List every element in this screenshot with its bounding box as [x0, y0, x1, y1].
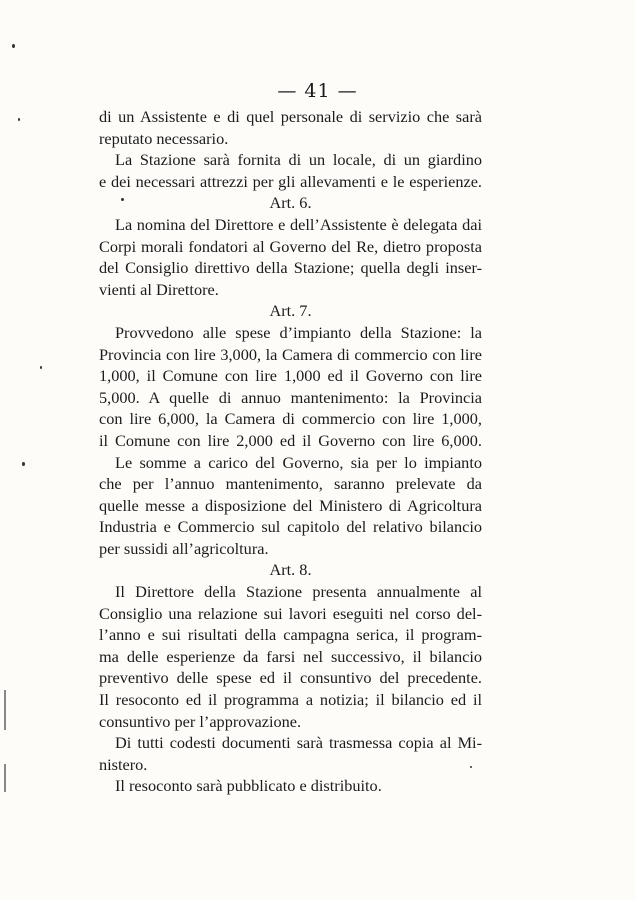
text-line: Industria e Commercio sul capitolo del relativo bilancio	[99, 517, 482, 537]
article-heading: Art. 7.	[269, 301, 312, 321]
body-text	[99, 106, 482, 797]
scan-speck	[40, 366, 42, 369]
text-line: Le somme a carico del Governo, sia per lo impianto	[115, 452, 482, 472]
text-line: di un Assistente e di quel personale di servizio che sarà	[99, 107, 482, 126]
text-line: 5,000. A quelle di annuo mantenimento: la Provincia	[99, 387, 482, 407]
text-line: Il Direttore della Stazione presenta annualmente al	[115, 582, 482, 602]
text-line: La nomina del Direttore e dell’Assistente è delegata dai	[115, 214, 482, 234]
text-line: Di tutti codesti documenti sarà trasmessa copia al Mi-	[115, 733, 482, 753]
text-line: l’anno e sui risultati della campagna serica, il program-	[99, 625, 482, 645]
text-line: il Comune con lire 2,000 ed il Governo con lire 6,000.	[99, 430, 482, 450]
text-line: Consiglio una relazione sui lavori eseguiti nel corso del-	[99, 603, 482, 623]
text-line: del Consiglio direttivo della Stazione; quella degli inser-	[99, 258, 482, 278]
page-number: — 41 —	[277, 80, 358, 102]
text-line: nistero.	[99, 754, 148, 774]
scan-speck	[18, 118, 20, 121]
text-line: per sussidi all’agricoltura.	[99, 538, 269, 558]
text-line: quelle messe a disposizione del Ministero di Agricoltura	[99, 495, 482, 515]
text-line: reputato necessario.	[99, 128, 229, 148]
scan-speck	[22, 462, 25, 466]
article-heading: Art. 8.	[269, 560, 312, 580]
text-line: preventivo delle spese ed il consuntivo del precedente.	[99, 668, 482, 688]
text-line: con lire 6,000, la Camera di commercio con lire 1,000,	[99, 409, 482, 429]
scan-speck	[470, 766, 472, 768]
scan-speck	[12, 44, 15, 48]
text-line: Il resoconto sarà pubblicato e distribuito.	[115, 776, 382, 796]
text-line: Provvedono alle spese d’impianto della Stazione: la	[115, 322, 482, 342]
text-line: consuntivo per l’approvazione.	[99, 711, 302, 731]
text-line: vienti al Direttore.	[99, 279, 219, 299]
text-line: 1,000, il Comune con lire 1,000 ed il Governo con lire	[99, 366, 482, 386]
text-line: Il resoconto ed il programma a notizia; il bilancio ed il	[99, 690, 482, 710]
text-line: ma delle esperienze da farsi nel successivo, il bilancio	[99, 646, 482, 666]
text-line: Corpi morali fondatori al Governo del Re, dietro proposta	[99, 236, 482, 256]
scan-edge-mark	[4, 764, 6, 792]
scan-edge-mark	[4, 690, 6, 730]
text-line: La Stazione sarà fornita di un locale, di un giardino	[115, 150, 482, 170]
text-line: Provincia con lire 3,000, la Camera di commercio con lire	[99, 344, 482, 364]
text-line: che per l’annuo mantenimento, saranno prelevate da	[99, 474, 482, 494]
article-heading: Art. 6.	[269, 193, 312, 213]
scan-speck	[121, 198, 124, 201]
text-line: e dei necessari attrezzi per gli allevamenti e le esperienze.	[99, 171, 482, 191]
